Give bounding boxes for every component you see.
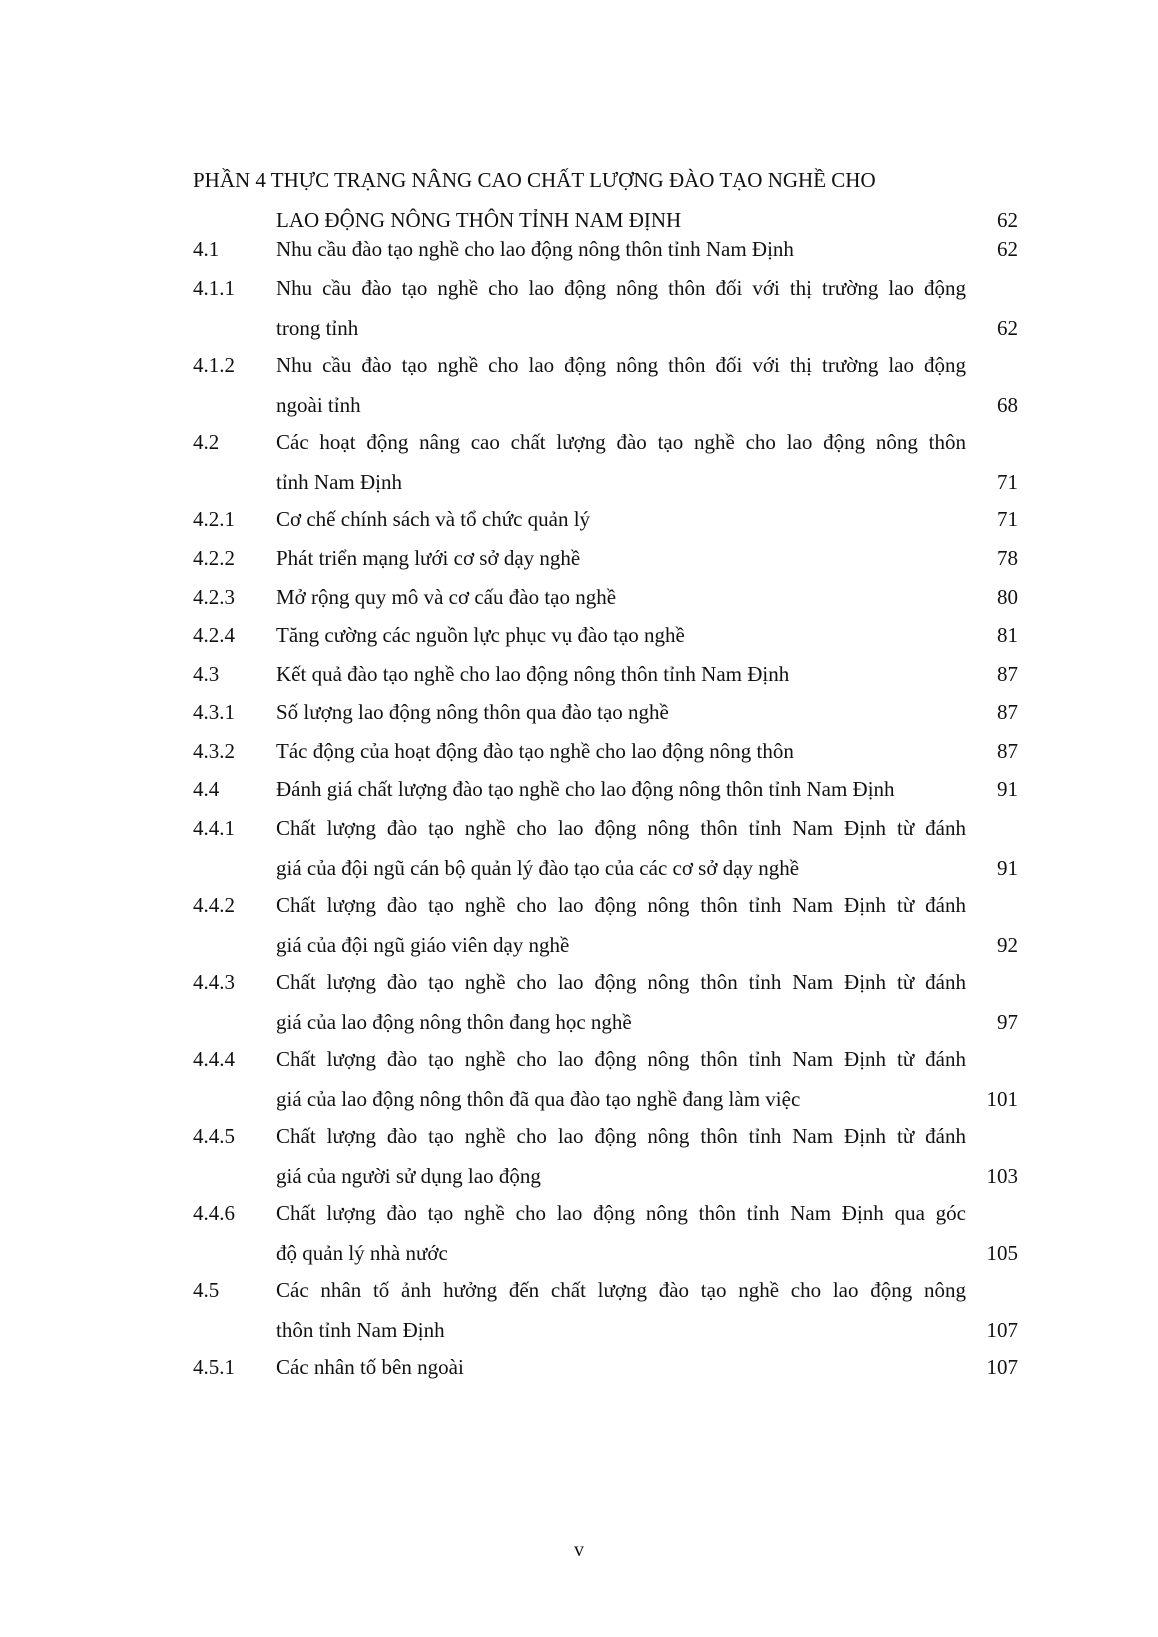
toc-entry-title: Chất lượng đào tạo nghề cho lao động nông thôn tỉnh Nam Định từ đánh	[276, 1047, 966, 1071]
toc-page-number: 81	[997, 623, 1018, 647]
toc-entry-number: 4.3.1	[193, 700, 235, 724]
toc-entry-number: 4.4.2	[193, 893, 235, 917]
toc-entry-number: 4.2	[193, 430, 220, 454]
toc-entry-title-continuation: giá của đội ngũ giáo viên dạy nghề	[276, 933, 570, 957]
toc-entry-4-1	[193, 229, 1018, 269]
toc-entry-title: Chất lượng đào tạo nghề cho lao động nông thôn tỉnh Nam Định từ đánh	[276, 1124, 966, 1148]
toc-entry-4-1-2	[193, 345, 1018, 425]
toc-page-number: 97	[997, 1010, 1018, 1034]
toc-page-number: 62	[997, 316, 1018, 340]
toc-entry-title-continuation: giá của người sử dụng lao động	[276, 1164, 541, 1188]
toc-page-number: 87	[997, 739, 1018, 763]
toc-entry-number: 4.4.3	[193, 970, 235, 994]
toc-page-number: 107	[986, 1355, 1018, 1379]
toc-page-number: 103	[986, 1164, 1018, 1188]
toc-entry-4-2-4	[193, 615, 1018, 655]
toc-entry-4-2-2	[193, 538, 1018, 578]
toc-entry-4-2-1	[193, 499, 1018, 539]
toc-entry-number: 4.1.1	[193, 276, 235, 300]
toc-entry-title-continuation: độ quản lý nhà nước	[276, 1241, 448, 1265]
toc-page-number: 71	[997, 507, 1018, 531]
toc-page-number: 71	[997, 470, 1018, 494]
toc-page-number: 78	[997, 546, 1018, 570]
toc-entry-title: Các nhân tố bên ngoài	[276, 1355, 464, 1379]
toc-entry-number: 4.2.3	[193, 585, 235, 609]
toc-entry-number: 4.2.2	[193, 546, 235, 570]
toc-entry-title-continuation: tỉnh Nam Định	[276, 470, 402, 494]
toc-page-number: 105	[986, 1241, 1018, 1265]
toc-entry-number: 4.4.6	[193, 1201, 235, 1225]
toc-page-number: 62	[997, 208, 1018, 232]
toc-entry-number: 4.3.2	[193, 739, 235, 763]
toc-entry-4-1-1	[193, 268, 1018, 348]
toc-entry-number: 4.5.1	[193, 1355, 235, 1379]
toc-entry-number: 4.3	[193, 662, 220, 686]
toc-entry-number: 4.1.2	[193, 353, 235, 377]
toc-entry-title: Nhu cầu đào tạo nghề cho lao động nông thôn đối với thị trường lao động	[276, 353, 966, 377]
toc-entry-number: 4.1	[193, 237, 220, 261]
toc-entry-title: Các nhân tố ảnh hưởng đến chất lượng đào tạo nghề cho lao động nông	[276, 1278, 966, 1302]
toc-entry-title-continuation: ngoài tỉnh	[276, 393, 361, 417]
toc-entry-number: 4.2.4	[193, 623, 235, 647]
toc-entry-4-4	[193, 769, 1018, 809]
toc-entry-title: Phát triển mạng lưới cơ sở dạy nghề	[276, 546, 581, 570]
toc-entry-title-continuation: giá của đội ngũ cán bộ quản lý đào tạo của các cơ sở dạy nghề	[276, 856, 800, 880]
toc-entry-4-4-4	[193, 1039, 1018, 1119]
toc-entry-number: 4.4.1	[193, 816, 235, 840]
part-heading: PHẦN 4 THỰC TRẠNG NÂNG CAO CHẤT LƯỢNG ĐÀO TẠO NGHỀ CHO	[193, 168, 876, 192]
toc-entry-4-2-3	[193, 577, 1018, 617]
toc-entry-4-3	[193, 654, 1018, 694]
toc-entry-4-5	[193, 1270, 1018, 1350]
toc-entry-title-continuation: trong tỉnh	[276, 316, 359, 340]
toc-entry-title: Chất lượng đào tạo nghề cho lao động nông thôn tỉnh Nam Định qua góc	[276, 1201, 966, 1225]
toc-entry-title: Nhu cầu đào tạo nghề cho lao động nông thôn đối với thị trường lao động	[276, 276, 966, 300]
toc-entry-4-4-6	[193, 1193, 1018, 1273]
part-heading-continuation: LAO ĐỘNG NÔNG THÔN TỈNH NAM ĐỊNH	[276, 208, 682, 232]
toc-entry-number: 4.4.4	[193, 1047, 235, 1071]
toc-page-number: 91	[997, 856, 1018, 880]
toc-entry-title: Cơ chế chính sách và tổ chức quản lý	[276, 507, 591, 531]
toc-entry-4-5-1	[193, 1347, 1018, 1387]
toc-entry-4-4-5	[193, 1116, 1018, 1196]
toc-entry-title-continuation: thôn tỉnh Nam Định	[276, 1318, 445, 1342]
toc-page-number: 92	[997, 933, 1018, 957]
toc-entry-title: Các hoạt động nâng cao chất lượng đào tạo nghề cho lao động nông thôn	[276, 430, 966, 454]
toc-entry-4-2	[193, 422, 1018, 502]
toc-page-number: 101	[986, 1087, 1018, 1111]
toc-page-number: 80	[997, 585, 1018, 609]
toc-entry-number: 4.2.1	[193, 507, 235, 531]
toc-entry-4-4-1	[193, 808, 1018, 888]
toc-entry-title: Nhu cầu đào tạo nghề cho lao động nông thôn tỉnh Nam Định	[276, 237, 794, 261]
toc-page-number: 62	[997, 237, 1018, 261]
toc-page-number: 68	[997, 393, 1018, 417]
toc-entry-title: Chất lượng đào tạo nghề cho lao động nông thôn tỉnh Nam Định từ đánh	[276, 816, 966, 840]
toc-page-number: 91	[997, 777, 1018, 801]
toc-entry-title-continuation: giá của lao động nông thôn đang học nghề	[276, 1010, 632, 1034]
toc-entry-title: Tác động của hoạt động đào tạo nghề cho lao động nông thôn	[276, 739, 794, 763]
page-folio: v	[574, 1539, 584, 1561]
toc-entry-title: Đánh giá chất lượng đào tạo nghề cho lao động nông thôn tỉnh Nam Định	[276, 777, 895, 801]
toc-entry-title: Mở rộng quy mô và cơ cấu đào tạo nghề	[276, 585, 617, 609]
toc-entry-title: Chất lượng đào tạo nghề cho lao động nông thôn tỉnh Nam Định từ đánh	[276, 970, 966, 994]
toc-page-number: 107	[986, 1318, 1018, 1342]
toc-entry-title-continuation: giá của lao động nông thôn đã qua đào tạo nghề đang làm việc	[276, 1087, 801, 1111]
toc-entry-4-3-1	[193, 692, 1018, 732]
toc-entry-4-4-3	[193, 962, 1018, 1042]
toc-page-number: 87	[997, 700, 1018, 724]
toc-entry-title: Kết quả đào tạo nghề cho lao động nông thôn tỉnh Nam Định	[276, 662, 790, 686]
toc-entry-number: 4.4	[193, 777, 220, 801]
toc-page-number: 87	[997, 662, 1018, 686]
toc-entry-number: 4.4.5	[193, 1124, 235, 1148]
toc-entry-4-3-2	[193, 731, 1018, 771]
toc-entry-title: Chất lượng đào tạo nghề cho lao động nông thôn tỉnh Nam Định từ đánh	[276, 893, 966, 917]
toc-entry-4-4-2	[193, 885, 1018, 965]
toc-entry-title: Tăng cường các nguồn lực phục vụ đào tạo nghề	[276, 623, 685, 647]
toc-entry-number: 4.5	[193, 1278, 220, 1302]
toc-entry-title: Số lượng lao động nông thôn qua đào tạo nghề	[276, 700, 669, 724]
